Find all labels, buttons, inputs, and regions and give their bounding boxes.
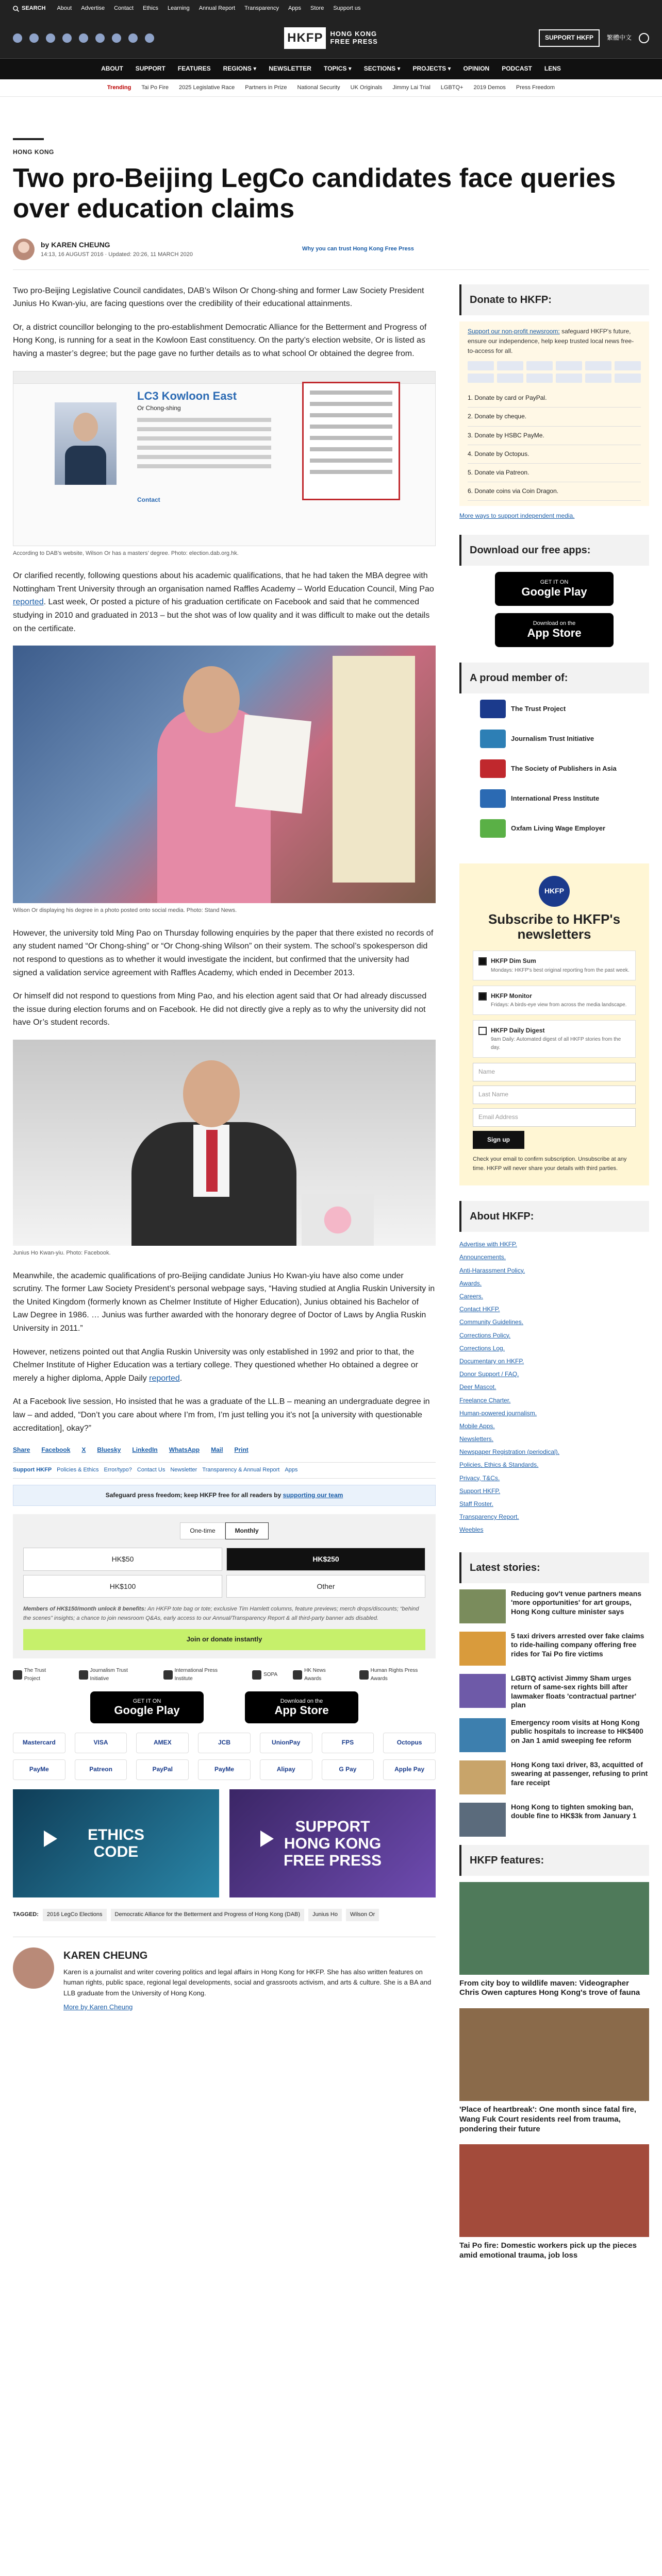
- certificate-photo: [13, 646, 436, 903]
- facebook-icon[interactable]: [13, 33, 22, 43]
- topbar-link[interactable]: Apps: [288, 5, 302, 12]
- share-link[interactable]: Facebook: [41, 1446, 71, 1454]
- article-footer-links: [13, 1462, 436, 1479]
- feature-title[interactable]: From city boy to wildlife maven: Videographer Chris Owen captures Hong Kong's trove of fauna: [459, 1978, 640, 1997]
- donation-step[interactable]: 1. Donate by card or PayPal.: [468, 389, 641, 408]
- main-nav-item[interactable]: SUPPORT: [135, 65, 166, 73]
- member-mark-icon: [480, 789, 506, 808]
- payment-method-logo: PayMe: [198, 1759, 251, 1780]
- topbar-link[interactable]: Advertise: [81, 5, 105, 12]
- about-link[interactable]: Community Guidelines.: [459, 1318, 524, 1326]
- payment-method-logo: PayMe: [13, 1759, 65, 1780]
- partner-mark-icon: [163, 1670, 173, 1680]
- about-link[interactable]: Anti-Harassment Policy.: [459, 1266, 525, 1274]
- about-link[interactable]: Freelance Charter.: [459, 1396, 511, 1404]
- reported-link[interactable]: reported: [13, 598, 44, 607]
- story-thumbnail[interactable]: [459, 1760, 506, 1794]
- topbar-link[interactable]: Learning: [167, 5, 190, 12]
- junius-ho-photo: [13, 1040, 436, 1246]
- partner-mark-icon: [79, 1670, 88, 1680]
- partner-name: The Trust Project: [24, 1668, 46, 1682]
- paragraph: At a Facebook live session, Ho insisted that he was a graduate of the LL.B – meaning an undergraduate degree in law – and added, “Don’t you care about where I’m from, I’m just telling you it’s not [a university with questionable accreditation], okay?”: [13, 1397, 430, 1433]
- trending-item[interactable]: Tai Po Fire: [141, 84, 169, 91]
- frequency-option[interactable]: One-time: [180, 1522, 225, 1539]
- search-label: SEARCH: [22, 5, 46, 12]
- paragraph: However, the university told Ming Pao on Thursday following enquiries by the paper that there existed no records of any student named “Or Chong-shing” or “Or Chong-shing Wilson” on their system. The school’s spokesperson did not respond to questions as to whether it would investigate the incident, but confirmed that the university had signed a validation service agreement with Raffles Academy, which ended in December 2013.: [13, 928, 434, 977]
- image-caption: Wilson Or displaying his degree in a photo posted onto social media. Photo: Stand News.: [13, 907, 237, 914]
- support-team-link[interactable]: supporting our team: [283, 1491, 343, 1499]
- member-name: Oxfam Living Wage Employer: [511, 824, 606, 832]
- partner-logo[interactable]: [13, 1667, 63, 1683]
- newsletter-name: HKFP Monitor: [491, 992, 532, 999]
- about-link[interactable]: Awards.: [459, 1279, 482, 1287]
- membership-logos: [459, 700, 649, 838]
- logo-line-1: HONG KONG: [330, 30, 377, 38]
- feature-story[interactable]: [459, 2008, 649, 2134]
- highlighted-bio-box: [302, 382, 400, 500]
- newsletter-option[interactable]: [473, 986, 636, 1015]
- search-icon: [13, 6, 19, 12]
- partner-logo[interactable]: [359, 1667, 436, 1683]
- trending-label: Trending: [107, 84, 131, 91]
- member-mark-icon: [480, 730, 506, 748]
- member-name: International Press Institute: [511, 794, 600, 802]
- payment-method-logo: Octopus: [383, 1733, 436, 1753]
- feature-image[interactable]: [459, 2008, 649, 2101]
- about-link[interactable]: Deer Mascot.: [459, 1383, 496, 1391]
- topbar-link[interactable]: Annual Report: [198, 5, 236, 12]
- screenshot-contact: Contact: [137, 496, 160, 503]
- author-bio: Karen is a journalist and writer covering politics and legal affairs in Hong Kong for HKFP. She has also written features on human rights, public space, regional legal developments, social and grassroots activism, and arts & culture. She is a BA and LLB graduate from the University of Hong Kong.: [63, 1968, 432, 1997]
- partner-mark-icon: [359, 1670, 369, 1680]
- footer-link[interactable]: Newsletter: [170, 1467, 197, 1473]
- safeguard-banner: Safeguard press freedom; keep HKFP free for all readers by supporting our team: [13, 1485, 436, 1506]
- trust-note-link[interactable]: Why you can trust Hong Kong Free Press: [302, 245, 414, 252]
- trending-item[interactable]: National Security: [297, 84, 340, 91]
- partner-logos: [13, 1667, 436, 1683]
- partner-logo[interactable]: [293, 1667, 344, 1683]
- feature-title[interactable]: Tai Po fire: Domestic workers pick up the pieces amid emotional trauma, job loss: [459, 2241, 637, 2260]
- story-thumbnail[interactable]: [459, 1674, 506, 1708]
- figure-website-screenshot: [13, 371, 436, 558]
- promo-videos: [13, 1789, 436, 1897]
- story-thumbnail[interactable]: [459, 1803, 506, 1837]
- feature-story[interactable]: [459, 1882, 649, 1998]
- bluesky-icon[interactable]: [128, 33, 138, 43]
- newsletter-checkbox[interactable]: [478, 957, 487, 965]
- payment-method-logo: UnionPay: [260, 1733, 312, 1753]
- author-avatar[interactable]: [13, 239, 35, 260]
- latest-story[interactable]: [459, 1718, 649, 1752]
- feature-image[interactable]: [459, 2144, 649, 2237]
- about-link[interactable]: Advertise with HKFP.: [459, 1241, 517, 1248]
- member-name: The Society of Publishers in Asia: [511, 764, 617, 772]
- topbar-link[interactable]: Support us: [333, 5, 361, 12]
- tags-label: TAGGED:: [13, 1911, 39, 1918]
- apps-title: Download our free apps:: [459, 535, 649, 566]
- features-title: HKFP features:: [459, 1845, 649, 1876]
- newsletter-logo: HKFP: [539, 876, 570, 907]
- newsletter-input[interactable]: Email Address: [473, 1108, 636, 1127]
- paragraph: However, netizens pointed out that Anglia Ruskin University was only established in 1992 and prior to that, the Chelmer Institute of Higher Education was a tertiary college. They questioned whether Ho obtained a degree or merely a higher diploma, Apple Daily reported.: [13, 1347, 418, 1383]
- donation-step[interactable]: 4. Donate by Octopus.: [468, 445, 641, 464]
- payment-method-logo: JCB: [198, 1733, 251, 1753]
- amount-option[interactable]: Other: [226, 1575, 425, 1598]
- social-links: [13, 33, 225, 43]
- main-nav-item[interactable]: TOPICS ▾: [323, 65, 352, 73]
- partner-logo[interactable]: [252, 1670, 277, 1680]
- trending-item[interactable]: 2019 Demos: [473, 84, 506, 91]
- support-hkfp-video[interactable]: SUPPORT HONG KONG FREE PRESS: [229, 1789, 436, 1897]
- trending-item[interactable]: Jimmy Lai Trial: [392, 84, 431, 91]
- byline: [13, 239, 649, 270]
- about-link[interactable]: Human-powered journalism.: [459, 1409, 537, 1417]
- partner-mark-icon: [13, 1670, 22, 1680]
- member-logo[interactable]: [480, 819, 649, 838]
- footer-link[interactable]: Contact Us: [137, 1467, 166, 1473]
- donation-step[interactable]: 2. Donate by cheque.: [468, 408, 641, 426]
- app-store-buttons: [13, 1691, 436, 1723]
- topbar-link[interactable]: Store: [310, 5, 324, 12]
- trending-item[interactable]: LGBTQ+: [440, 84, 464, 91]
- figure-certificate-photo: [13, 646, 436, 916]
- share-bar: [13, 1445, 436, 1455]
- story-title[interactable]: Hong Kong taxi driver, 83, acquitted of swearing at passenger, refusing to print fare receipt: [511, 1760, 648, 1787]
- trending-item[interactable]: 2025 Legislative Race: [178, 84, 235, 91]
- amount-option[interactable]: HK$250: [226, 1548, 425, 1570]
- member-logo[interactable]: [480, 700, 649, 718]
- amount-option[interactable]: HK$50: [23, 1548, 222, 1570]
- sidebar-app-buttons: [459, 572, 649, 647]
- x-icon[interactable]: [29, 33, 39, 43]
- ethics-code-video[interactable]: ETHICS CODE: [13, 1789, 219, 1897]
- newsletter-option[interactable]: [473, 951, 636, 980]
- google-play-button[interactable]: GET IT ON Google Play: [90, 1691, 204, 1723]
- share-link[interactable]: Mail: [211, 1446, 223, 1454]
- share-link[interactable]: Share: [13, 1446, 30, 1454]
- author-name[interactable]: KAREN CHEUNG: [63, 1950, 148, 1961]
- play-icon: [44, 1831, 57, 1847]
- more-by-author-link[interactable]: More by Karen Cheung: [63, 2003, 133, 2011]
- latest-story[interactable]: [459, 1803, 649, 1837]
- image-caption: Junius Ho Kwan-yiu. Photo: Facebook.: [13, 1249, 111, 1256]
- member-logo[interactable]: [480, 789, 649, 808]
- member-mark-icon: [480, 759, 506, 778]
- latest-story[interactable]: [459, 1589, 649, 1623]
- partner-logo[interactable]: [79, 1667, 148, 1683]
- share-link[interactable]: Bluesky: [97, 1446, 121, 1454]
- article-kicker[interactable]: HONG KONG: [13, 148, 54, 156]
- about-links: [459, 1238, 649, 1536]
- topbar-link[interactable]: Transparency: [244, 5, 279, 12]
- paragraph: Two pro-Beijing Legislative Council candidates, DAB’s Wilson Or Chong-shing and former Law Society President Junius Ho Kwan-yiu, are facing questions over the credibility of their educational attainments.: [13, 286, 424, 309]
- author-link[interactable]: KAREN CHEUNG: [51, 240, 110, 249]
- main-nav-item[interactable]: PROJECTS ▾: [412, 65, 451, 73]
- payment-method-logo: AMEX: [136, 1733, 189, 1753]
- footer-link[interactable]: Transparency & Annual Report: [202, 1467, 280, 1473]
- member-mark-icon: [480, 700, 506, 718]
- footer-link[interactable]: Error/typo?: [104, 1467, 132, 1473]
- partner-logo[interactable]: [163, 1667, 237, 1683]
- member-mark-icon: [480, 819, 506, 838]
- screenshot-name: Or Chong-shing: [137, 404, 181, 412]
- payment-method-logo: G Pay: [322, 1759, 374, 1780]
- latest-title: Latest stories:: [459, 1552, 649, 1583]
- payment-method-logo: FPS: [322, 1733, 374, 1753]
- partner-name: SOPA: [263, 1672, 278, 1678]
- reported-link[interactable]: reported: [149, 1374, 180, 1383]
- candidate-photo: [55, 402, 117, 485]
- app-store-button[interactable]: Download on the App Store: [495, 613, 614, 647]
- paragraph: Or himself did not respond to questions from Ming Pao, and his election agent said that Or had already discussed the issue during election forums and on Facebook. He did not directly give a reply as to why the university did not have Or’s student records.: [13, 992, 427, 1027]
- about-link[interactable]: Careers.: [459, 1293, 484, 1300]
- paragraph: Or clarified recently, following questions about his academic qualifications, that he had taken the MBA degree with Nottingham Trent University through an organisation named Raffles Academy – World Education Council, Ming Pao reported. Last week, Or posted a picture of his graduation certificate on Facebook and said that he commenced studying in 2010 and graduated in 2013 – but the shot was of low quality and it was difficult to make out the details on the certificate.: [13, 571, 434, 633]
- about-link[interactable]: Privacy, T&Cs.: [459, 1474, 500, 1482]
- donation-widget: [13, 1514, 436, 1658]
- newsletter-name: HKFP Dim Sum: [491, 957, 536, 965]
- figure-junius-ho-photo: [13, 1040, 436, 1258]
- topbar-link[interactable]: Ethics: [142, 5, 158, 12]
- main-nav-item[interactable]: LENS: [544, 65, 561, 73]
- app-store-button[interactable]: Download on the App Store: [245, 1691, 358, 1723]
- article-body: [13, 284, 436, 2271]
- newsletter-title: Subscribe to HKFP's newsletters: [488, 911, 621, 942]
- signup-button[interactable]: Sign up: [473, 1131, 524, 1149]
- screenshot-title: LC3 Kowloon East: [137, 389, 237, 402]
- topbar-link[interactable]: About: [57, 5, 72, 12]
- telegram-icon[interactable]: [112, 33, 121, 43]
- main-nav-item[interactable]: FEATURES: [177, 65, 211, 73]
- site-logo[interactable]: [225, 27, 437, 49]
- story-thumbnail[interactable]: [459, 1589, 506, 1623]
- main-nav-item[interactable]: ABOUT: [101, 65, 123, 73]
- tag-link[interactable]: Democratic Alliance for the Betterment and Progress of Hong Kong (DAB): [111, 1909, 305, 1921]
- sidebar: [459, 284, 649, 2271]
- newsletter-checkbox[interactable]: [478, 1027, 487, 1035]
- member-benefits-note: Members of HK$150/month unlock 8 benefits: An HKFP tote bag or tote; exclusive Tim Hamlett columns, feature previews; merch drops/discounts; “behind the scenes” insights; a chance to join newsroom Q&As, early access to our Annual/Transparency Report & all third-party banner ads disabled.: [23, 1606, 419, 1621]
- payment-logos: [468, 361, 641, 383]
- tag-link[interactable]: Wilson Or: [346, 1909, 379, 1921]
- support-newsroom-link[interactable]: Support our non-profit newsroom:: [468, 327, 560, 335]
- latest-stories: [459, 1589, 649, 1837]
- footer-link[interactable]: Apps: [285, 1467, 298, 1473]
- article-header: [13, 97, 649, 270]
- feature-stories: [459, 1882, 649, 2261]
- paragraph: Meanwhile, the academic qualifications of pro-Beijing candidate Junius Ho Kwan-yiu have also come under scrutiny. The former Law Society President’s personal webpage says, “Having studied at Anglia Ruskin University in the United Kingdom (formerly known as Chelmer Institute of Higher Education), Junius obtained his Bachelor of Law Degree in 1986. … Junius was further awarded with the honorary degree of Doctor of Laws by Anglia Ruskin University in 2011.”: [13, 1271, 435, 1333]
- donation-step[interactable]: 6. Donate coins via Coin Dragon.: [468, 482, 641, 501]
- payment-method-logo: Patreon: [75, 1759, 127, 1780]
- newsletter-name: HKFP Daily Digest: [491, 1026, 545, 1034]
- footer-link[interactable]: Support HKFP: [13, 1467, 52, 1473]
- rss-icon[interactable]: [145, 33, 154, 43]
- payment-method-logo: Mastercard: [13, 1733, 65, 1753]
- footer-link[interactable]: Policies & Ethics: [57, 1467, 99, 1473]
- topbar-link[interactable]: Contact: [114, 5, 134, 12]
- linkedin-icon[interactable]: [79, 33, 88, 43]
- tag-link[interactable]: Junius Ho: [308, 1909, 342, 1921]
- frequency-option[interactable]: Monthly: [225, 1522, 269, 1539]
- story-title[interactable]: Hong Kong to tighten smoking ban, double fine to HK$3k from January 1: [511, 1802, 637, 1820]
- amount-option[interactable]: HK$100: [23, 1575, 222, 1598]
- share-link[interactable]: LinkedIn: [132, 1446, 158, 1454]
- more-ways-link[interactable]: More ways to support independent media.: [459, 512, 575, 520]
- story-thumbnail[interactable]: [459, 1718, 506, 1752]
- newsletter-desc: Fridays: A birds-eye view from across the media landscape.: [491, 1002, 627, 1008]
- article-dates: 14:13, 16 AUGUST 2016 · Updated: 20:26, 11 MARCH 2020: [41, 251, 193, 258]
- about-link[interactable]: Newspaper Registration (periodical).: [459, 1448, 560, 1456]
- story-title[interactable]: 5 taxi drivers arrested over fake claims to ride-hailing company offering free rides for Tai Po fire victims: [511, 1631, 644, 1658]
- language-switch[interactable]: 繁體中文: [606, 34, 632, 42]
- about-link[interactable]: Support HKFP.: [459, 1487, 501, 1495]
- logo-box: HKFP: [284, 27, 326, 49]
- payment-method-logo: Alipay: [260, 1759, 312, 1780]
- instagram-icon[interactable]: [46, 33, 55, 43]
- payment-method-logo: VISA: [75, 1733, 127, 1753]
- partner-mark-icon: [252, 1670, 261, 1680]
- trending-item[interactable]: UK Originals: [350, 84, 383, 91]
- about-link[interactable]: Mobile Apps.: [459, 1422, 495, 1430]
- partner-mark-icon: [293, 1670, 302, 1680]
- brand-bar: [0, 18, 662, 59]
- newsletter-signup: [459, 863, 649, 1186]
- partner-name: Human Rights Press Awards: [370, 1668, 418, 1682]
- support-hkfp-button[interactable]: SUPPORT HKFP: [539, 29, 600, 46]
- top-utility-bar: [0, 0, 662, 18]
- divider: [13, 138, 44, 140]
- about-link[interactable]: Newsletters.: [459, 1435, 494, 1443]
- about-link[interactable]: Corrections Log.: [459, 1344, 505, 1352]
- payment-method-logo: Apple Pay: [383, 1759, 436, 1780]
- donation-step[interactable]: 5. Donate via Patreon.: [468, 464, 641, 482]
- share-link[interactable]: WhatsApp: [169, 1446, 200, 1454]
- member-name: Journalism Trust Initiative: [511, 734, 594, 742]
- partner-name: Journalism Trust Initiative: [90, 1668, 128, 1682]
- main-nav-item[interactable]: PODCAST: [502, 65, 532, 73]
- feature-story[interactable]: [459, 2144, 649, 2261]
- about-title: About HKFP:: [459, 1201, 649, 1232]
- about-link[interactable]: Contact HKFP.: [459, 1306, 500, 1313]
- newsletter-desc: Mondays: HKFP's best original reporting from the past week.: [491, 967, 630, 973]
- latest-story[interactable]: [459, 1632, 649, 1666]
- main-nav-item[interactable]: OPINION: [463, 65, 490, 73]
- trending-bar: [0, 79, 662, 97]
- website-screenshot-image: [13, 371, 436, 546]
- author-box: [13, 1937, 436, 2016]
- youtube-icon[interactable]: [95, 33, 105, 43]
- about-link[interactable]: Staff Roster.: [459, 1500, 493, 1508]
- story-thumbnail[interactable]: [459, 1632, 506, 1666]
- about-link[interactable]: Policies, Ethics & Standards.: [459, 1461, 539, 1469]
- trending-item[interactable]: Partners in Prize: [245, 84, 287, 91]
- about-link[interactable]: Corrections Policy.: [459, 1331, 511, 1339]
- threads-icon[interactable]: [62, 33, 72, 43]
- byline-prefix: by: [41, 240, 49, 249]
- main-nav-item[interactable]: NEWSLETTER: [269, 65, 311, 73]
- newsletter-note: Check your email to confirm subscription. Unsubscribe at any time. HKFP will never share your details with third parties.: [473, 1156, 627, 1172]
- member-logo[interactable]: [480, 759, 649, 778]
- about-link[interactable]: Donor Support / FAQ.: [459, 1370, 519, 1378]
- payment-methods: [13, 1733, 436, 1780]
- partner-name: International Press Institute: [174, 1668, 218, 1682]
- newsletter-option[interactable]: [473, 1020, 636, 1058]
- article-title: Two pro-Beijing LegCo candidates face queries over education claims: [13, 163, 616, 224]
- donate-title: Donate to HKFP:: [459, 284, 649, 315]
- latest-story[interactable]: [459, 1674, 649, 1710]
- author-avatar[interactable]: [13, 1947, 54, 1989]
- join-donate-button[interactable]: Join or donate instantly: [23, 1629, 425, 1650]
- feature-image[interactable]: [459, 1882, 649, 1975]
- play-icon: [260, 1831, 274, 1847]
- paragraph: Or, a district councillor belonging to the pro-establishment Democratic Alliance for the Betterment and Progress of Hong Kong, is running for a seat in the Kowloon East constituency. On the party’s election website, Or is listed as having a master’s degree; but the page gave no further details as to what school Or obtained the degree from.: [13, 323, 427, 359]
- main-nav-item[interactable]: REGIONS ▾: [223, 65, 257, 73]
- member-name: The Trust Project: [511, 704, 566, 713]
- google-play-button[interactable]: GET IT ON Google Play: [495, 572, 614, 606]
- member-title: A proud member of:: [459, 663, 649, 693]
- feature-title[interactable]: 'Place of heartbreak': One month since fatal fire, Wang Fuk Court residents reel from trauma, pondering their future: [459, 2105, 637, 2133]
- about-link[interactable]: Announcements.: [459, 1253, 506, 1261]
- newsletter-input[interactable]: Name: [473, 1063, 636, 1081]
- story-title[interactable]: LGBTQ activist Jimmy Sham urges return of same-sex rights bill after lawmaker floats 'contractual partner' plan: [511, 1673, 637, 1709]
- search-button[interactable]: [13, 4, 45, 13]
- account-icon[interactable]: [639, 33, 649, 43]
- member-logo[interactable]: [480, 730, 649, 748]
- image-caption: According to DAB’s website, Wilson Or has a masters’ degree. Photo: election.dab.org.hk.: [13, 550, 239, 556]
- newsletter-input[interactable]: Last Name: [473, 1086, 636, 1104]
- donation-steps: [468, 389, 641, 501]
- tag-link[interactable]: 2016 LegCo Elections: [43, 1909, 107, 1921]
- main-navigation: [0, 59, 662, 79]
- newsletter-desc: 9am Daily: Automated digest of all HKFP stories from the day.: [491, 1036, 621, 1050]
- about-link[interactable]: Transparency Report.: [459, 1513, 519, 1521]
- partner-name: HK News Awards: [304, 1668, 326, 1682]
- donation-step[interactable]: 3. Donate by HSBC PayMe.: [468, 427, 641, 445]
- logo-line-2: FREE PRESS: [330, 37, 378, 45]
- article-tags: [13, 1909, 436, 1921]
- latest-story[interactable]: [459, 1760, 649, 1794]
- story-title[interactable]: Reducing gov't venue partners means 'more opportunities' for art groups, Hong Kong culture minister says: [511, 1589, 642, 1616]
- about-link[interactable]: Documentary on HKFP.: [459, 1357, 524, 1365]
- share-link[interactable]: Print: [234, 1446, 249, 1454]
- about-link[interactable]: Weebles: [459, 1526, 484, 1534]
- payment-method-logo: PayPal: [136, 1759, 189, 1780]
- share-link[interactable]: X: [81, 1446, 86, 1454]
- main-nav-item[interactable]: SECTIONS ▾: [363, 65, 401, 73]
- trending-item[interactable]: Press Freedom: [516, 84, 555, 91]
- donate-panel: Support our non-profit newsroom: safeguard HKFP's future, ensure our independence, help keep trusted local news free-to-access for all. 1. Donate by card or PayPal. 2. Donate by cheque. 3. Donate by HSBC PayMe. 4. Donate by Octopus. 5. Donate via Patreon. 6. Donate coins via Coin Dragon.: [459, 321, 649, 506]
- story-title[interactable]: Emergency room visits at Hong Kong public hospitals to increase to HK$400 on Jan 1 amid sweeping fee reform: [511, 1718, 643, 1744]
- newsletter-checkbox[interactable]: [478, 992, 487, 1001]
